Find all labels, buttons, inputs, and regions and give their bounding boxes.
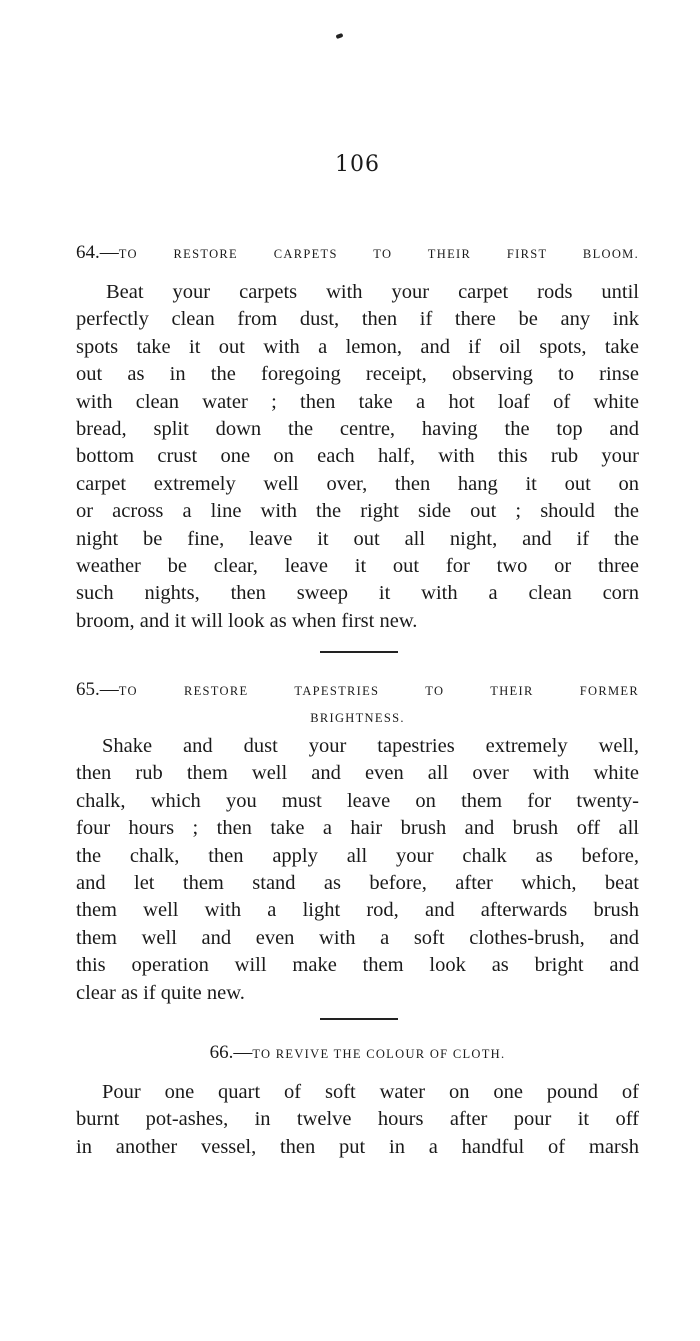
section-64-number: 64.— bbox=[76, 242, 119, 263]
text-line: them well and even with a soft clothes-brush, and bbox=[76, 926, 639, 949]
book-page bbox=[76, 0, 639, 1341]
text-line: night be fine, leave it out all night, and if the bbox=[76, 527, 639, 550]
text-line: Shake and dust your tapestries extremely well, bbox=[102, 735, 639, 757]
section-divider bbox=[320, 651, 398, 653]
text-line: with clean water ; then take a hot loaf of white bbox=[76, 390, 639, 413]
section-64-heading bbox=[76, 240, 639, 267]
section-65-number: 65.— bbox=[76, 679, 119, 700]
section-66-body bbox=[76, 1079, 639, 1161]
section-66-number: 66.— bbox=[209, 1042, 253, 1063]
text-line: broom, and it will look as when first new. bbox=[76, 609, 418, 632]
text-line: them well with a light rod, and afterwards brush bbox=[76, 899, 639, 922]
page-number: 106 bbox=[335, 152, 380, 177]
section-65-body bbox=[76, 733, 639, 1007]
text-line: clear as if quite new. bbox=[76, 981, 245, 1004]
text-line: bread, split down the centre, having the top and bbox=[76, 418, 639, 441]
section-65-title-line1: TO RESTORE TAPESTRIES TO THEIR FORMER bbox=[118, 684, 639, 698]
text-line: and let them stand as before, after which, beat bbox=[76, 872, 639, 895]
text-line: chalk, which you must leave on them for twenty- bbox=[76, 789, 639, 812]
text-line: burnt pot-ashes, in twelve hours after pour it off bbox=[76, 1108, 639, 1131]
text-line: or across a line with the right side out ; should the bbox=[76, 500, 639, 523]
text-line: spots take it out with a lemon, and if oil spots, take bbox=[76, 335, 639, 358]
section-66-heading bbox=[76, 1040, 639, 1067]
text-line: bottom crust one on each half, with this rub your bbox=[76, 445, 639, 468]
text-line: such nights, then sweep it with a clean corn bbox=[76, 582, 639, 605]
section-64-body bbox=[76, 279, 639, 635]
text-line: Beat your carpets with your carpet rods until bbox=[106, 281, 639, 303]
text-line: four hours ; then take a hair brush and brush off all bbox=[76, 817, 639, 840]
section-65-heading bbox=[76, 677, 639, 731]
section-66-title: TO REVIVE THE COLOUR OF CLOTH. bbox=[252, 1047, 506, 1061]
section-64-title: TO RESTORE CARPETS TO THEIR FIRST BLOOM. bbox=[118, 247, 639, 261]
text-line: out as in the foregoing receipt, observing to rinse bbox=[76, 363, 639, 386]
text-line: this operation will make them look as bright and bbox=[76, 954, 639, 977]
text-line: perfectly clean from dust, then if there be any ink bbox=[76, 308, 639, 331]
text-line: carpet extremely well over, then hang it out on bbox=[76, 472, 639, 495]
text-line: the chalk, then apply all your chalk as before, bbox=[76, 844, 639, 867]
ink-speck bbox=[336, 33, 344, 39]
text-line: in another vessel, then put in a handful of marsh bbox=[76, 1135, 639, 1158]
section-65-heading-line1 bbox=[76, 677, 639, 704]
text-line: weather be clear, leave it out for two or three bbox=[76, 555, 639, 578]
section-divider bbox=[320, 1018, 398, 1020]
text-line: then rub them well and even all over with white bbox=[76, 762, 639, 785]
text-line: Pour one quart of soft water on one pound of bbox=[102, 1081, 639, 1103]
section-65-title-line2: BRIGHTNESS. bbox=[310, 711, 405, 725]
